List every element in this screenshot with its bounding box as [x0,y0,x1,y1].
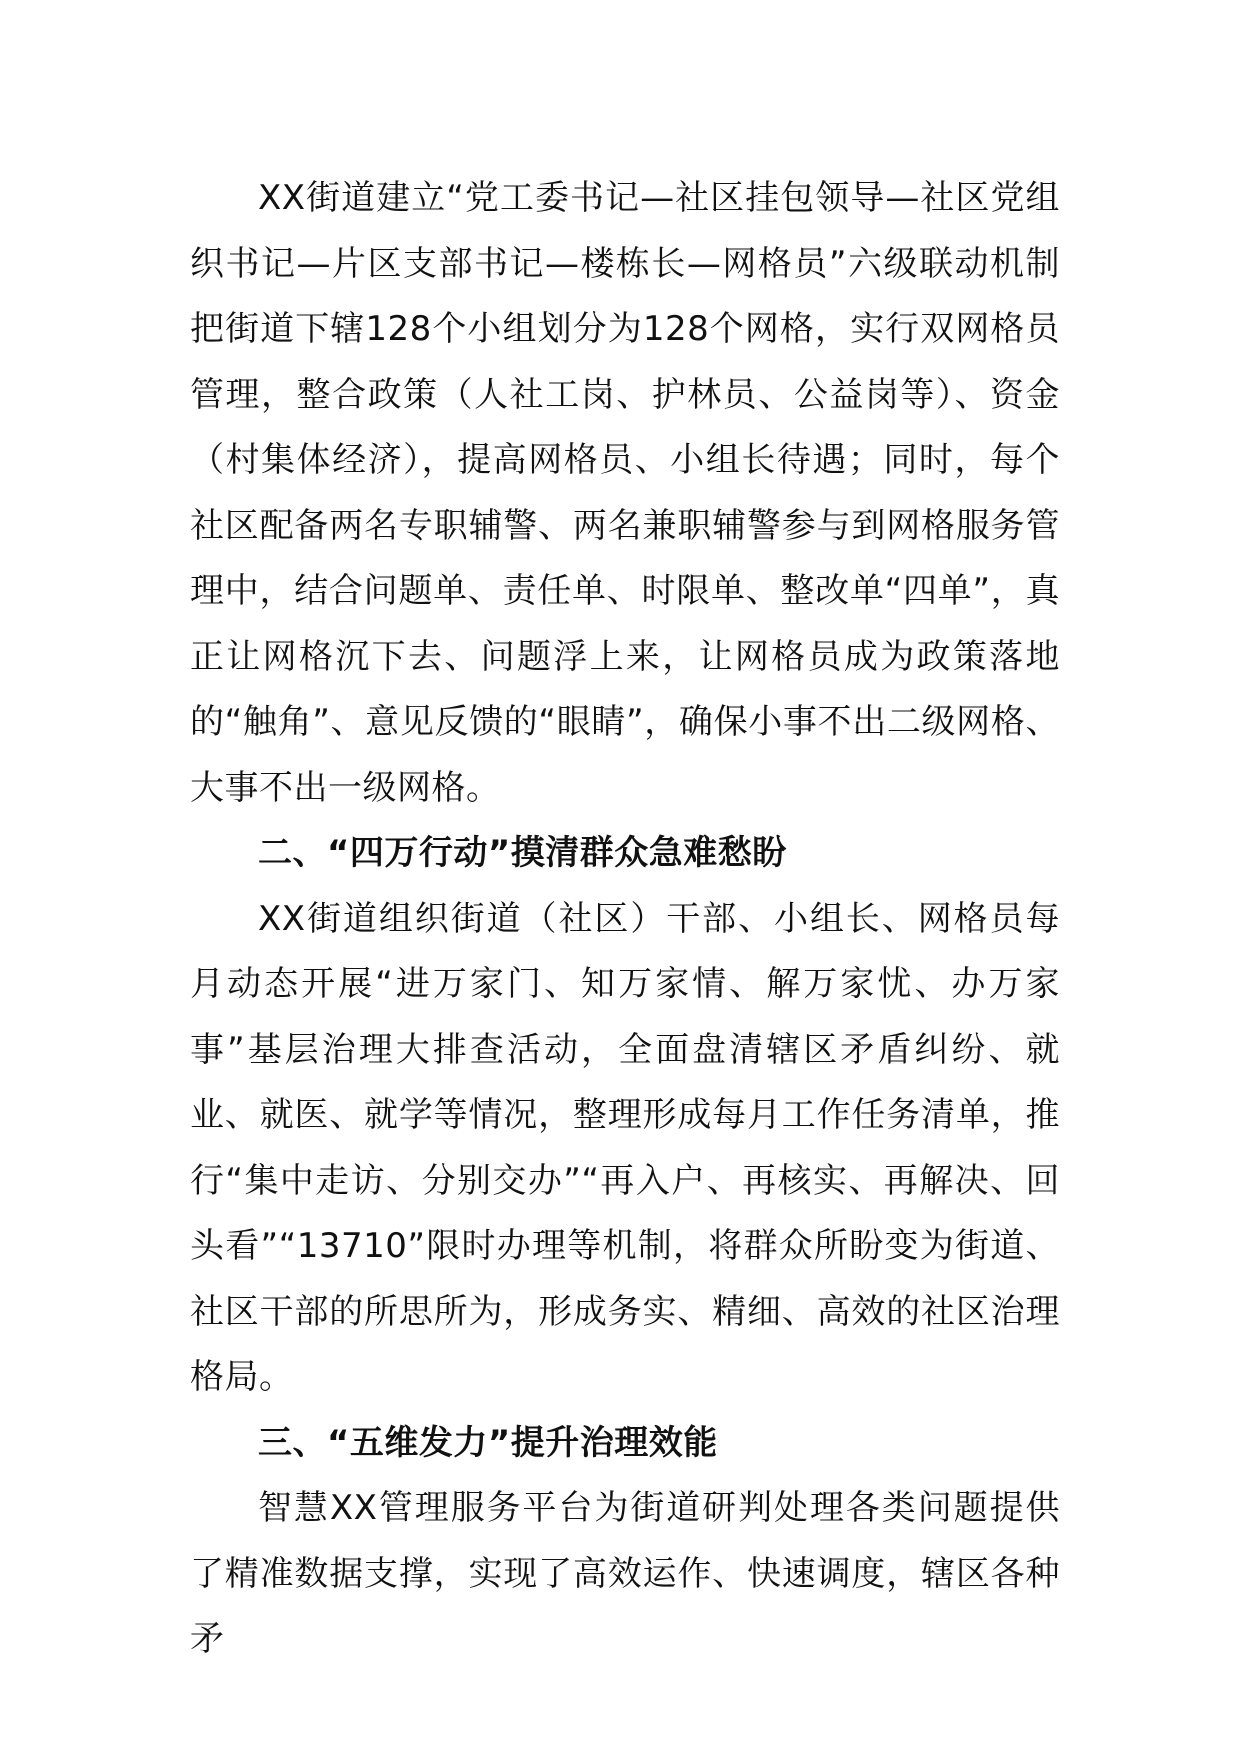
section-heading-two: 二、“四万行动”摸清群众急难愁盼 [258,833,787,873]
paragraph-grid-mechanism: XX街道建立“党工委书记—社区挂包领导—社区党组织书记—片区支部书记—楼栋长—网格员”六级联动机制把街道下辖128个小组划分为128个网格，实行双网格员管理，整合政策（人社工岗、护林员、公益岗等）、资金（村集体经济），提高网格员、小组长待遇；同时，每个社区配备两名专职辅警、两名兼职辅警参与到网格服务管理中，结合问题单、责任单、时限单、整改单“四单”，真正让网格沉下去、问题浮上来，让网格员成为政策落地的“触角”、意见反馈的“眼睛”，确保小事不出二级网格、大事不出一级网格。 [190,178,1060,808]
section-heading-three: 三、“五维发力”提升治理效能 [258,1422,718,1463]
paragraph-four-actions: XX街道组织街道（社区）干部、小组长、网格员每月动态开展“进万家门、知万家情、解万家忧、办万家事”基层治理大排查活动，全面盘清辖区矛盾纠纷、就业、就医、就学等情况，整理形成每月工作任务清单，推行“集中走访、分别交办”“再入户、再核实、再解决、回头看”“13710”限时办理等机制，将群众所盼变为街道、社区干部的所思所为，形成务实、精细、高效的社区治理格局。 [190,898,1060,1397]
paragraph-smart-platform: 智慧XX管理服务平台为街道研判处理各类问题提供了精准数据支撑，实现了高效运作、快速调度，辖区各种矛 [190,1488,1060,1659]
document-body [190,166,1060,1673]
